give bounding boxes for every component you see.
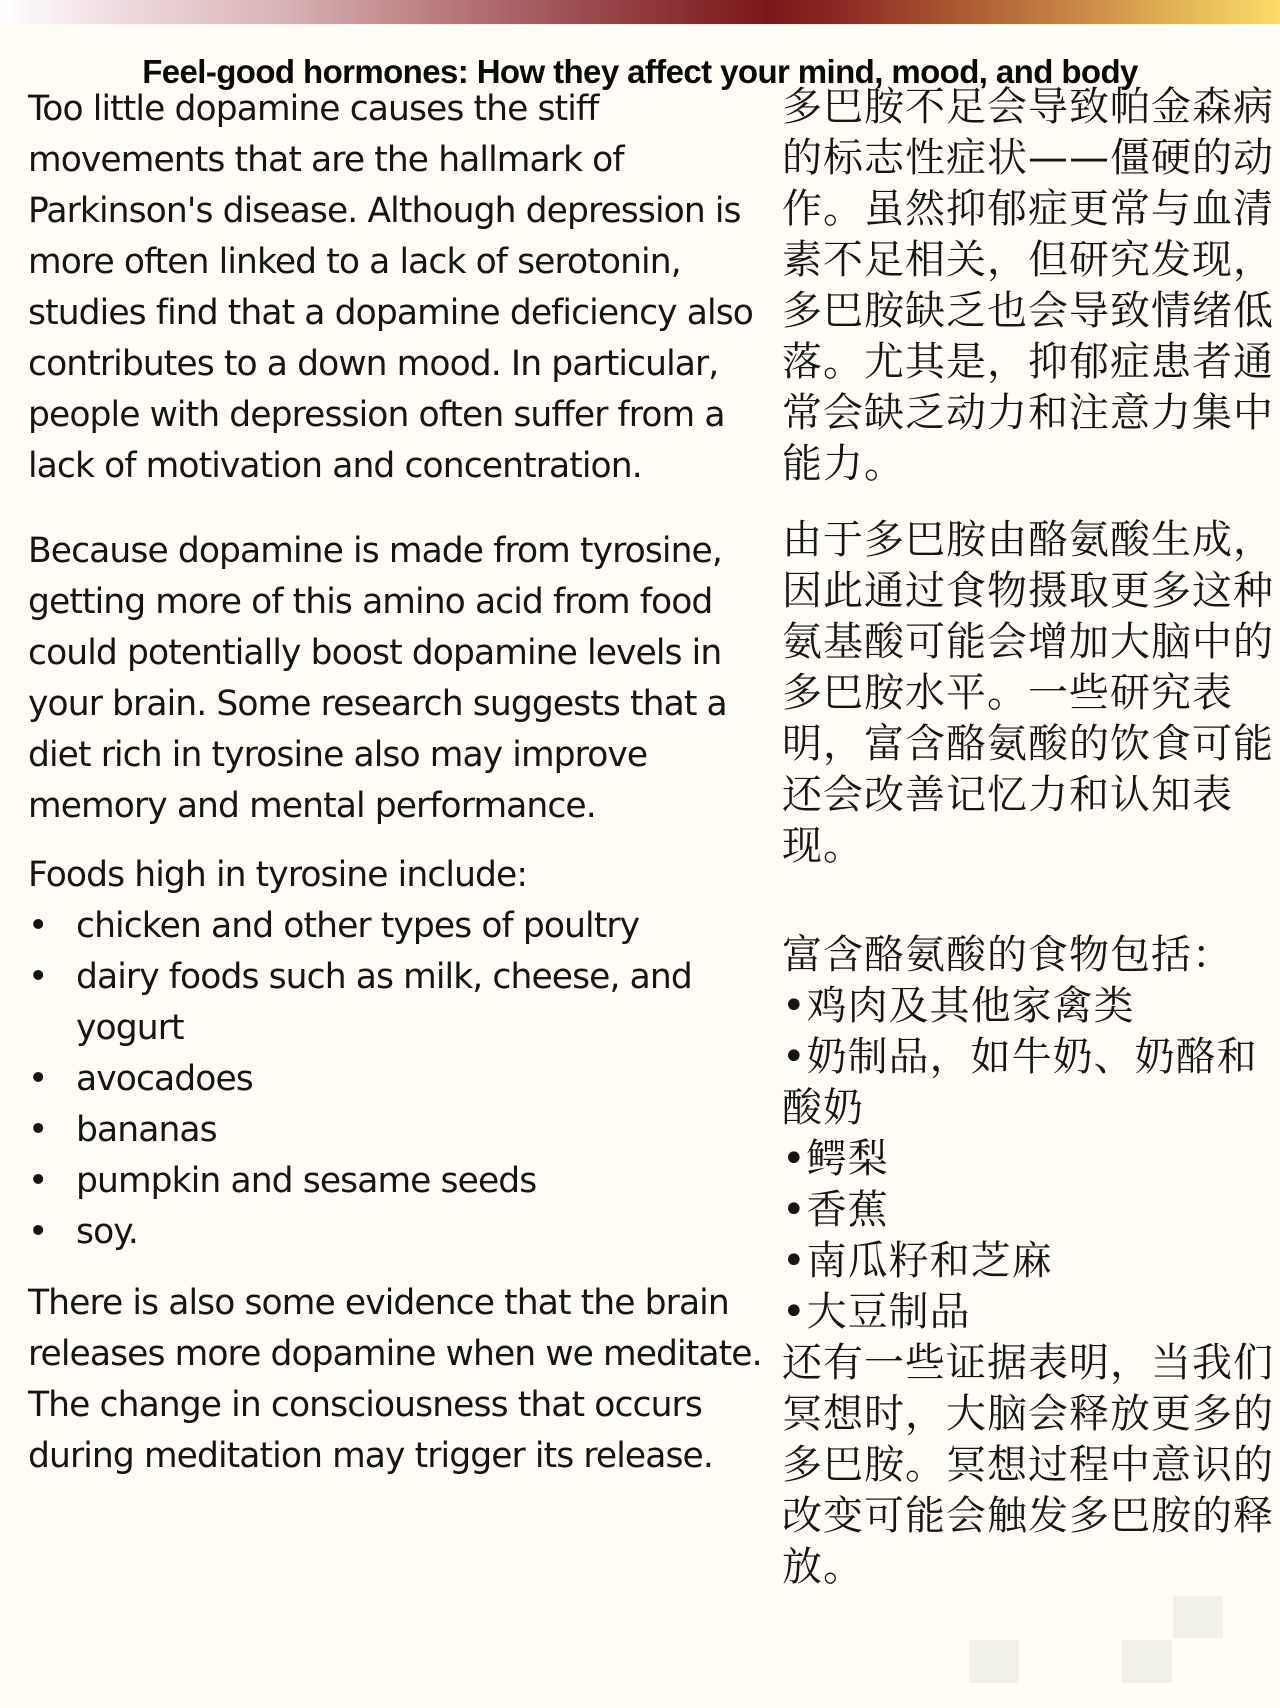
english-paragraph-tyrosine: Because dopamine is made from tyrosine, getting more of this amino acid from food could potentially boost dopamine levels in your brain. Some research suggests that a diet rich in tyrosine also may improve memory and mental performance. bbox=[28, 531, 727, 826]
list-item-text: dairy foods such as milk, cheese, and yogurt bbox=[76, 957, 692, 1048]
chinese-paragraph-tyrosine: 由于多巴胺由酪氨酸生成，因此通过食物摄取更多这种氨基酸可能会增加大脑中的多巴胺水平。一些研究表明，富含酪氨酸的饮食可能还会改善记忆力和认知表现。 bbox=[782, 517, 1274, 869]
page-title: Feel-good hormones: How they affect your mind, mood, and body bbox=[142, 53, 1138, 91]
list-item bbox=[28, 1054, 780, 1105]
english-column bbox=[28, 84, 780, 1482]
english-paragraph-dopamine-deficiency: Too little dopamine causes the stiff movements that are the hallmark of Parkinson's disease. Although depression is more often linked to a lack of serotonin, studies find that a dopamine deficiency also contributes to a down mood. In particular, people with depression often suffer from a lack of motivation and concentration. bbox=[28, 89, 753, 486]
list-item-text: bananas bbox=[76, 1110, 217, 1150]
watermark-artifact bbox=[1122, 1640, 1172, 1683]
chinese-paragraph-dopamine-deficiency: 多巴胺不足会导致帕金森病的标志性症状——僵硬的动作。虽然抑郁症更常与血清素不足相关，但研究发现，多巴胺缺乏也会导致情绪低落。尤其是，抑郁症患者通常会缺乏动力和注意力集中能力。 bbox=[782, 84, 1274, 487]
list-item: •鸡肉及其他家禽类 bbox=[782, 983, 1135, 1029]
chinese-food-list bbox=[782, 981, 1278, 1338]
bullet-icon: • bbox=[28, 906, 48, 946]
english-food-list-intro: Foods high in tyrosine include: bbox=[28, 855, 528, 895]
list-item bbox=[28, 1105, 780, 1156]
list-item-text: soy. bbox=[76, 1212, 138, 1252]
chinese-column bbox=[782, 82, 1278, 1593]
watermark-artifact bbox=[969, 1640, 1019, 1683]
list-item bbox=[28, 1207, 780, 1258]
bullet-icon: • bbox=[28, 1161, 48, 1201]
list-item bbox=[28, 952, 780, 1054]
list-item: •奶制品，如牛奶、奶酪和酸奶 bbox=[782, 1034, 1258, 1131]
list-item: •大豆制品 bbox=[782, 1289, 971, 1335]
chinese-food-list-intro: 富含酪氨酸的食物包括： bbox=[782, 932, 1233, 978]
list-item: •南瓜籽和芝麻 bbox=[782, 1238, 1053, 1284]
list-item-text: avocadoes bbox=[76, 1059, 253, 1099]
list-item: •鳄梨 bbox=[782, 1136, 889, 1182]
decorative-gradient-bar bbox=[0, 0, 1280, 24]
list-item: •香蕉 bbox=[782, 1187, 889, 1233]
bullet-icon: • bbox=[28, 1212, 48, 1252]
bullet-icon: • bbox=[28, 1059, 48, 1099]
watermark-artifact bbox=[1173, 1596, 1223, 1638]
english-food-list bbox=[28, 901, 780, 1258]
list-item-text: chicken and other types of poultry bbox=[76, 906, 640, 946]
list-item-text: pumpkin and sesame seeds bbox=[76, 1161, 537, 1201]
list-item bbox=[28, 1156, 780, 1207]
english-paragraph-meditation: There is also some evidence that the brain releases more dopamine when we meditate. The change in consciousness that occurs during meditation may trigger its release. bbox=[28, 1283, 762, 1476]
chinese-paragraph-meditation: 还有一些证据表明，当我们冥想时，大脑会释放更多的多巴胺。冥想过程中意识的改变可能会触发多巴胺的释放。 bbox=[782, 1340, 1274, 1590]
bullet-icon: • bbox=[28, 957, 48, 997]
list-item bbox=[28, 901, 780, 952]
bullet-icon: • bbox=[28, 1110, 48, 1150]
